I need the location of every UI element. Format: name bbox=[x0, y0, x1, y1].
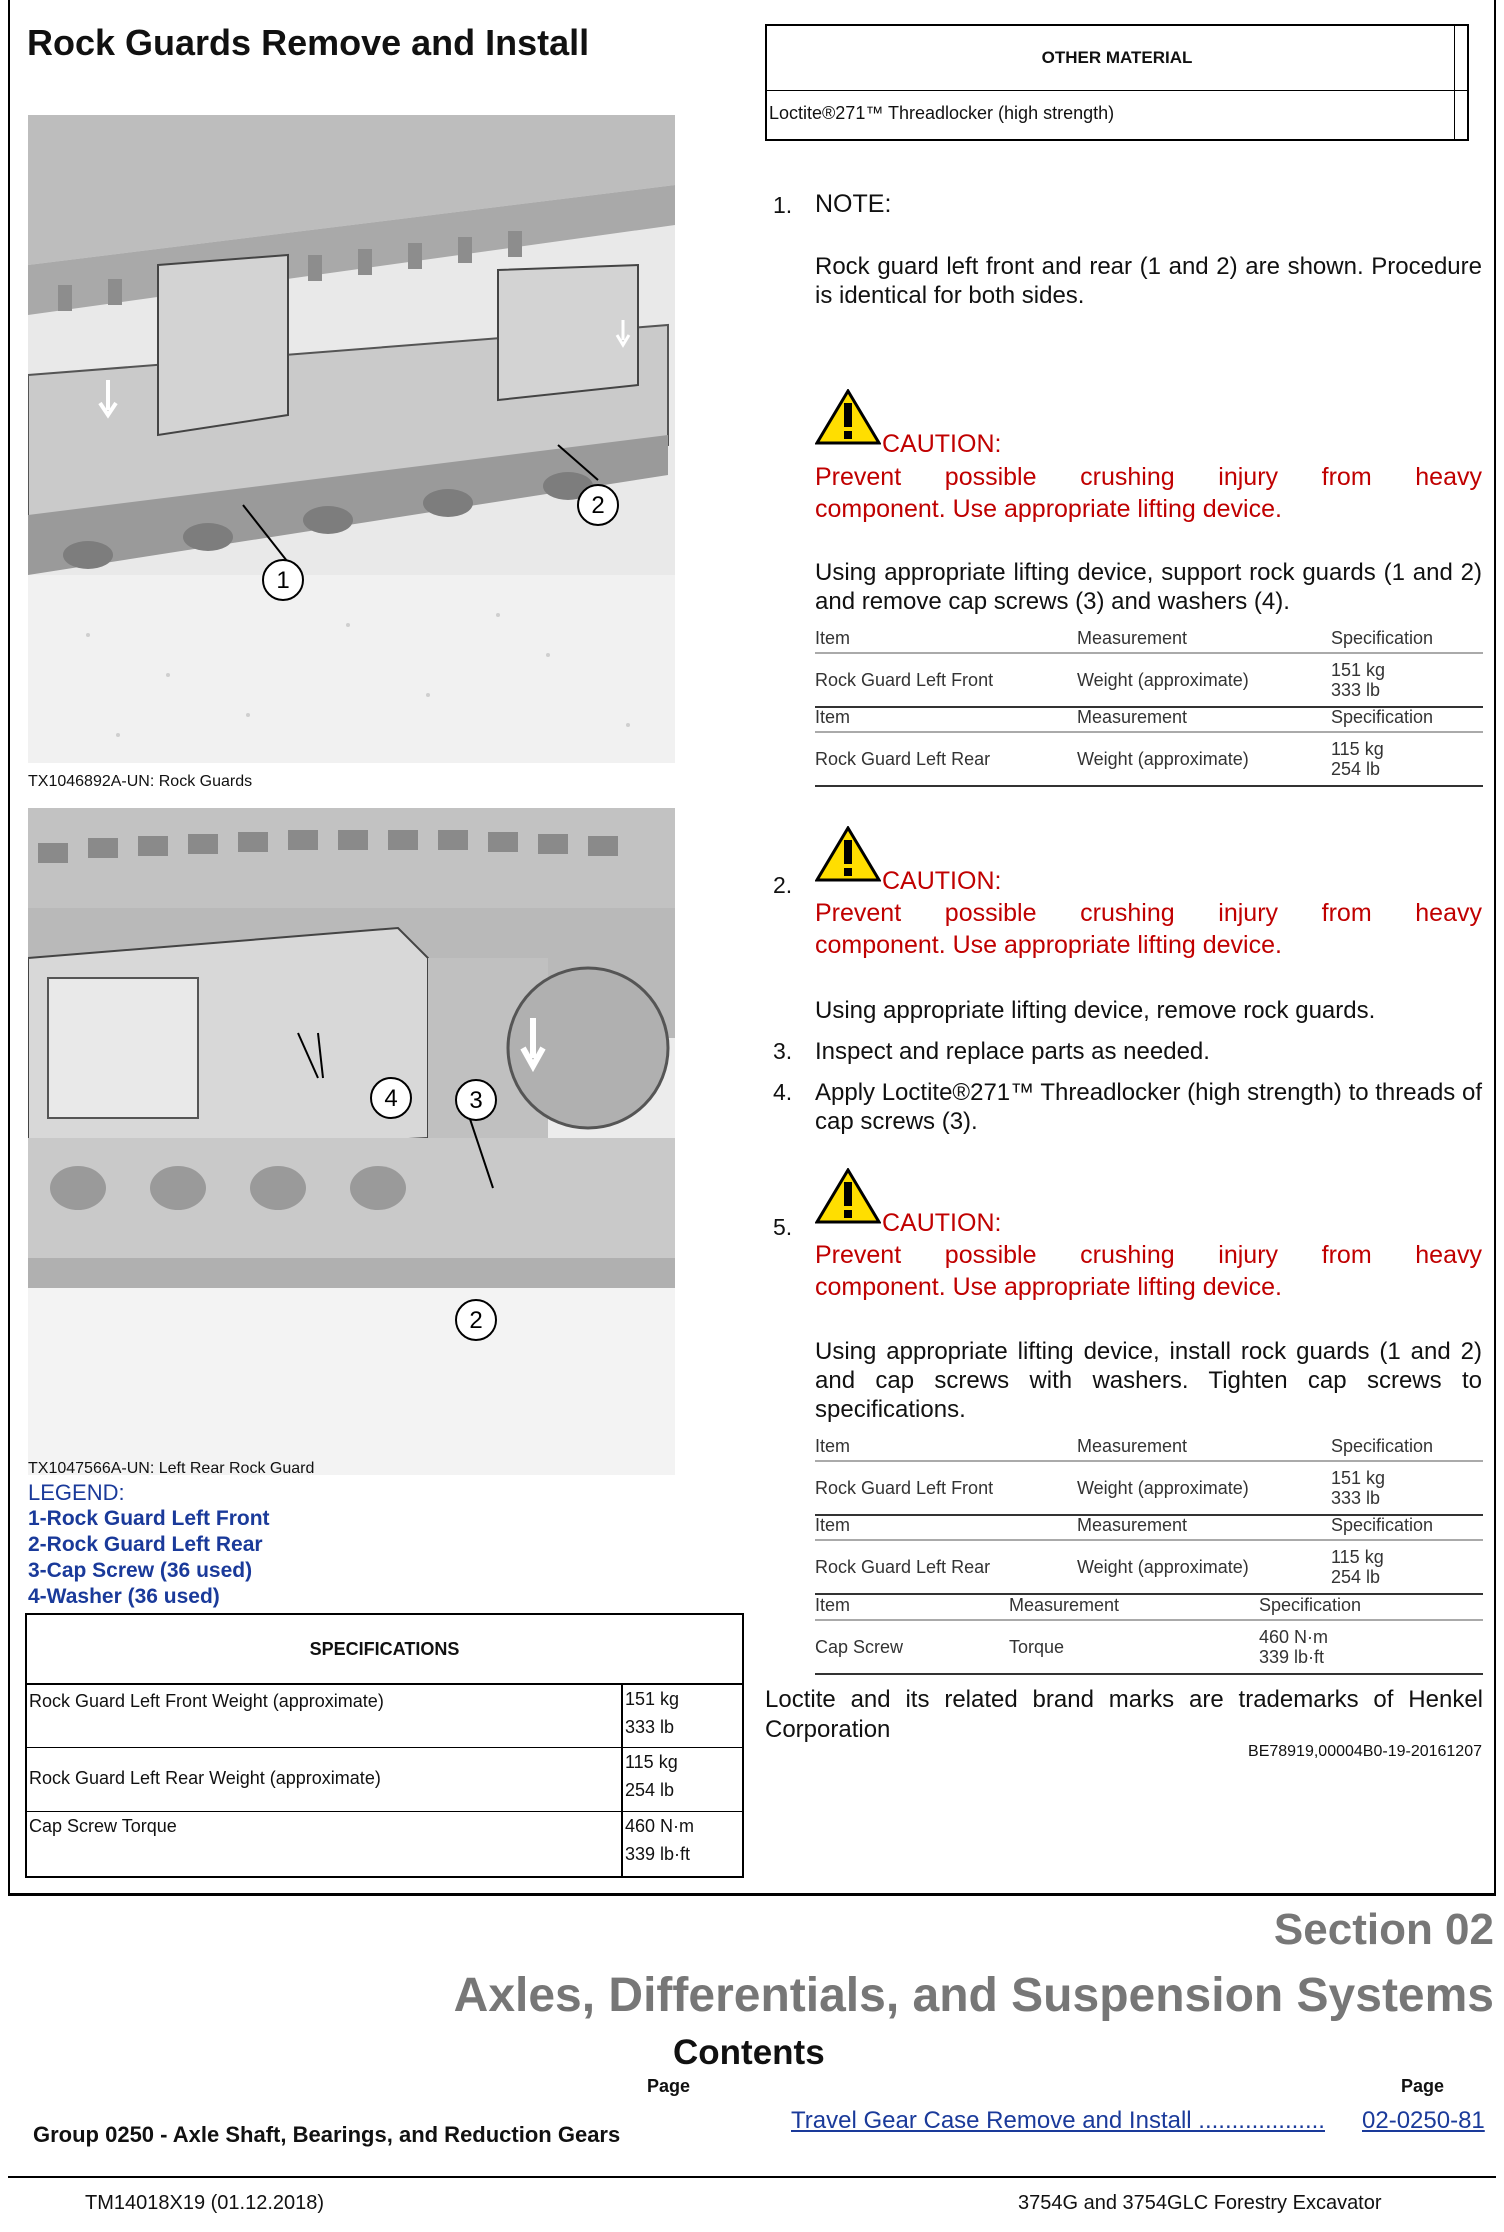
photo1-caption: TX1046892A-UN: Rock Guards bbox=[28, 773, 253, 790]
table-row bbox=[27, 1811, 742, 1876]
spec-item: Rock Guard Left Rear bbox=[815, 748, 991, 769]
step-number: 3. bbox=[773, 1038, 793, 1064]
step-5-body: Using appropriate lifting device, install rock guards (1 and 2) and cap screws with washers. Tighten cap screws to specifications. bbox=[815, 1338, 1482, 1423]
spec-item: Rock Guard Left Rear bbox=[815, 1556, 991, 1577]
caution-line: component. Use appropriate lifting device. bbox=[815, 931, 1282, 959]
legend-item: 2-Rock Guard Left Rear bbox=[28, 1533, 263, 1556]
step-number: 5. bbox=[773, 1214, 793, 1240]
footer-divider bbox=[8, 2176, 1496, 2178]
col-specification: Specification bbox=[1331, 1436, 1434, 1456]
table-row bbox=[27, 1747, 742, 1811]
other-material-table bbox=[765, 24, 1469, 141]
spec-value: 151 kg bbox=[1331, 1468, 1386, 1488]
left-rear-rock-guard-illustration bbox=[28, 808, 675, 1475]
caution-label: CAUTION: bbox=[882, 867, 1002, 895]
callout-4 bbox=[371, 1078, 411, 1118]
page-column-label: Page bbox=[647, 2076, 691, 2096]
spec-table bbox=[815, 628, 1483, 708]
step-number: 2. bbox=[773, 872, 793, 898]
col-specification: Specification bbox=[1331, 1515, 1434, 1535]
specifications-table bbox=[25, 1613, 744, 1878]
toc-link-travel-gear-case[interactable]: Travel Gear Case Remove and Install ................... bbox=[791, 2107, 1325, 2134]
col-item: Item bbox=[815, 628, 851, 648]
step-1-text: Rock guard left front and rear (1 and 2) are shown. Procedure is identical for both sides. bbox=[815, 253, 1482, 309]
step-number: 1. bbox=[773, 192, 793, 218]
spec-value: 460 N·m bbox=[625, 1816, 695, 1836]
page-title: Rock Guards Remove and Install bbox=[27, 22, 590, 63]
spec-item: Rock Guard Left Front bbox=[815, 669, 994, 690]
caution-label: CAUTION: bbox=[882, 1209, 1002, 1237]
caution-line: component. Use appropriate lifting device. bbox=[815, 495, 1282, 523]
col-measurement: Measurement bbox=[1009, 1595, 1120, 1615]
spec-value: 254 lb bbox=[625, 1780, 675, 1800]
spec-table bbox=[815, 1515, 1483, 1595]
legend-item: 4-Washer (36 used) bbox=[28, 1585, 220, 1608]
spec-value: 115 kg bbox=[1331, 739, 1384, 759]
caution-line: Prevent possible crushing injury from heavy bbox=[815, 1241, 1482, 1269]
left-rear-rock-guard-photo bbox=[28, 808, 675, 1475]
svg-text:4: 4 bbox=[384, 1085, 398, 1112]
callout-2 bbox=[456, 1300, 496, 1340]
contents-heading: Contents bbox=[673, 2033, 825, 2072]
right-border bbox=[1494, 0, 1496, 1893]
svg-text:2: 2 bbox=[591, 492, 605, 519]
step-2-body: Using appropriate lifting device, remove rock guards. bbox=[815, 997, 1376, 1024]
rock-guards-photo bbox=[28, 115, 675, 763]
step-3-body: Inspect and replace parts as needed. bbox=[815, 1038, 1210, 1065]
table-row bbox=[27, 1685, 742, 1747]
warning-icon bbox=[815, 1168, 881, 1224]
legend-item: 1-Rock Guard Left Front bbox=[28, 1507, 270, 1530]
spec-value: 460 N·m bbox=[1259, 1627, 1329, 1647]
spec-table bbox=[815, 1436, 1483, 1516]
spec-item: Cap Screw bbox=[815, 1636, 904, 1657]
other-material-header: OTHER MATERIAL bbox=[767, 26, 1467, 91]
spec-measurement: Torque bbox=[1009, 1636, 1065, 1657]
col-measurement: Measurement bbox=[1077, 1515, 1188, 1535]
caution-line: component. Use appropriate lifting device. bbox=[815, 1273, 1282, 1301]
step-number: 4. bbox=[773, 1079, 793, 1105]
col-item: Item bbox=[815, 1515, 851, 1535]
spec-value: 115 kg bbox=[625, 1752, 678, 1772]
spec-value: 254 lb bbox=[1331, 759, 1381, 779]
footer-manual-id: TM14018X19 (01.12.2018) bbox=[85, 2192, 325, 2214]
toc-page-link[interactable]: 02-0250-81 bbox=[1362, 2107, 1485, 2134]
spec-value: 333 lb bbox=[1331, 1488, 1381, 1508]
trademark-note: Loctite and its related brand marks are trademarks of Henkel Corporation bbox=[765, 1686, 1483, 1743]
rock-guards-illustration bbox=[28, 115, 675, 763]
spec-value: 151 kg bbox=[1331, 660, 1386, 680]
svg-text:2: 2 bbox=[469, 1307, 483, 1334]
spec-value: 333 lb bbox=[1331, 680, 1381, 700]
spec-name: Rock Guard Left Rear Weight (approximate) bbox=[27, 1748, 623, 1811]
col-measurement: Measurement bbox=[1077, 1436, 1188, 1456]
legend bbox=[28, 1480, 270, 1610]
document-reference: BE78919,00004B0-19-20161207 bbox=[1248, 1743, 1482, 1760]
photo2-caption: TX1047566A-UN: Left Rear Rock Guard bbox=[28, 1460, 315, 1477]
col-specification: Specification bbox=[1331, 707, 1434, 727]
spec-measurement: Weight (approximate) bbox=[1077, 1477, 1249, 1498]
caution-line: Prevent possible crushing injury from heavy bbox=[815, 899, 1482, 927]
spec-measurement: Weight (approximate) bbox=[1077, 1556, 1249, 1577]
step-1-note: NOTE: bbox=[815, 190, 892, 218]
spec-value: 333 lb bbox=[625, 1717, 675, 1737]
other-material-item: Loctite®271™ Threadlocker (high strength) bbox=[769, 103, 1115, 123]
col-measurement: Measurement bbox=[1077, 707, 1188, 727]
spec-value: 115 kg bbox=[1331, 1547, 1384, 1567]
step-1-body: Using appropriate lifting device, support rock guards (1 and 2) and remove cap screws (3) and washers (4). bbox=[815, 559, 1482, 615]
col-specification: Specification bbox=[1331, 628, 1434, 648]
step-4-body: Apply Loctite®271™ Threadlocker (high strength) to threads of cap screws (3). bbox=[815, 1079, 1482, 1135]
footer-machine: 3754G and 3754GLC Forestry Excavator bbox=[1018, 2192, 1382, 2214]
warning-icon bbox=[815, 389, 881, 445]
warning-icon bbox=[815, 826, 881, 882]
spec-table bbox=[815, 1595, 1483, 1675]
group-title: Group 0250 - Axle Shaft, Bearings, and Reduction Gears bbox=[33, 2122, 621, 2147]
page-column-label: Page bbox=[1401, 2076, 1445, 2096]
spec-table bbox=[815, 707, 1483, 787]
spec-value: 339 lb·ft bbox=[1259, 1647, 1325, 1667]
col-item: Item bbox=[815, 1436, 851, 1456]
svg-text:3: 3 bbox=[469, 1087, 483, 1114]
caution-label: CAUTION: bbox=[882, 430, 1002, 458]
callout-2 bbox=[578, 485, 618, 525]
spec-value: 339 lb·ft bbox=[625, 1844, 691, 1864]
legend-item: 3-Cap Screw (36 used) bbox=[28, 1559, 253, 1582]
spec-item: Rock Guard Left Front bbox=[815, 1477, 994, 1498]
caution-line: Prevent possible crushing injury from heavy bbox=[815, 463, 1482, 491]
section-name: Axles, Differentials, and Suspension Systems bbox=[453, 1969, 1494, 2022]
col-item: Item bbox=[815, 707, 851, 727]
col-specification: Specification bbox=[1259, 1595, 1362, 1615]
spec-name: Cap Screw Torque bbox=[27, 1812, 623, 1876]
spec-value: 254 lb bbox=[1331, 1567, 1381, 1587]
legend-title: LEGEND: bbox=[28, 1480, 125, 1505]
col-measurement: Measurement bbox=[1077, 628, 1188, 648]
section-label: Section 02 bbox=[1273, 1905, 1494, 1954]
specifications-header: SPECIFICATIONS bbox=[27, 1615, 742, 1685]
left-border bbox=[8, 0, 10, 1893]
col-item: Item bbox=[815, 1595, 851, 1615]
callout-3 bbox=[456, 1080, 496, 1120]
spec-measurement: Weight (approximate) bbox=[1077, 669, 1249, 690]
callout-1 bbox=[263, 560, 303, 600]
spec-measurement: Weight (approximate) bbox=[1077, 748, 1249, 769]
spec-name: Rock Guard Left Front Weight (approximate) bbox=[27, 1685, 623, 1747]
svg-text:1: 1 bbox=[276, 567, 290, 594]
spec-value: 151 kg bbox=[625, 1689, 680, 1709]
section-divider bbox=[8, 1893, 1496, 1896]
